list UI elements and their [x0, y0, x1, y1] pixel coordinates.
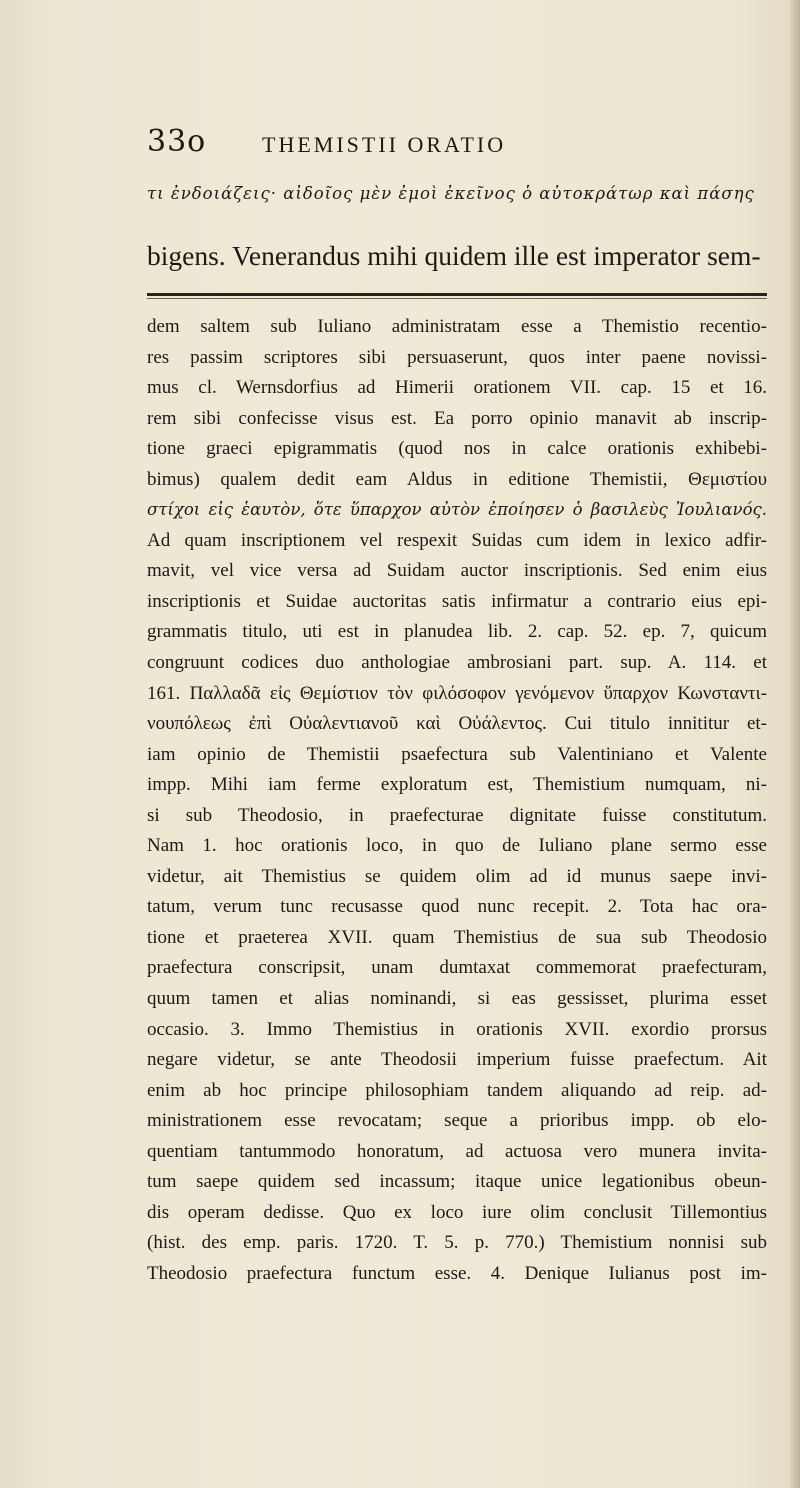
- footnote-line: dem saltem sub Iuliano administratam esse a Themistio recentio-: [147, 316, 767, 337]
- footnote-block: [147, 312, 767, 1290]
- footnote-line: grammatis titulo, uti est in planudea lib. 2. cap. 52. ep. 7, quicum: [147, 621, 767, 643]
- footnote-line: mavit, vel vice versa ad Suidam auctor inscriptionis. Sed enim eius: [147, 560, 767, 582]
- footnote-line: impp. Mihi iam ferme exploratum est, Themistium numquam, ni-: [147, 774, 767, 796]
- footnote-line: si sub Theodosio, in praefecturae dignitate fuisse constitutum.: [147, 804, 767, 826]
- greek-text-line: τι ἐνδοιάζεις· αἰδοῖος μὲν ἐμοὶ ἐκεῖνος ὁ αὐτοκράτωρ καὶ πάσης: [147, 184, 755, 203]
- page-number: 33o: [147, 124, 207, 159]
- footnote-line: Ad quam inscriptionem vel respexit Suidas cum idem in lexico adfir-: [147, 529, 767, 551]
- footnote-line: rem sibi confecisse visus est. Ea porro opinio manavit ab inscrip-: [147, 407, 767, 429]
- footnote-line: occasio. 3. Immo Themistius in orationis XVII. exordio prorsus: [147, 1018, 767, 1040]
- footnote-line: bimus) qualem dedit eam Aldus in editione Themistii, Θεμιστίου: [147, 468, 767, 490]
- footnote-line: dis operam dedisse. Quo ex loco iure olim conclusit Tillemontius: [147, 1201, 767, 1223]
- footnote-line: Nam 1. hoc orationis loco, in quo de Iuliano plane sermo esse: [147, 835, 767, 857]
- footnote-line: tatum, verum tunc recusasse quod nunc recepit. 2. Tota hac ora-: [147, 896, 767, 918]
- latin-translation-line: bigens. Venerandus mihi quidem ille est imperator sem-: [147, 240, 761, 271]
- footnote-line: inscriptionis et Suidae auctoritas satis infirmatur a contrario eius epi-: [147, 590, 767, 612]
- footnote-line: res passim scriptores sibi persuaserunt, quos inter paene novissi-: [147, 346, 767, 368]
- page-edge: [790, 0, 800, 1488]
- footnote-line: mus cl. Wernsdorfius ad Himerii orationem VII. cap. 15 et 16.: [147, 377, 767, 399]
- footnote-line: tione graeci epigrammatis (quod nos in calce orationis exhibebi-: [147, 438, 767, 460]
- footnote-line: tione et praeterea XVII. quam Themistius de sua sub Theodosio: [147, 926, 767, 948]
- footnote-line: 161. Παλλαδᾶ εἰς Θεμίστιον τὸν φιλόσοφον γενόμενον ὕπαρχον Κωνσταντι-: [147, 682, 767, 704]
- footnote-line: στίχοι εἰς ἑαυτὸν, ὅτε ὕπαρχον αὐτὸν ἐποίησεν ὁ βασιλεὺς Ἰουλιανός.: [147, 500, 767, 520]
- footnote-line: Theodosio praefectura functum esse. 4. Denique Iulianus post im-: [147, 1262, 767, 1284]
- footnote-divider-thin: [147, 298, 767, 299]
- footnote-line: ministrationem esse revocatam; seque a prioribus impp. ob elo-: [147, 1110, 767, 1132]
- footnote-line: videtur, ait Themistius se quidem olim ad id munus saepe invi-: [147, 865, 767, 887]
- footnote-line: negare videtur, se ante Theodosii imperium fuisse praefectum. Ait: [147, 1049, 767, 1071]
- footnote-line: quum tamen et alias nominandi, si eas gessisset, plurima esset: [147, 988, 767, 1010]
- footnote-line: νουπόλεως ἐπὶ Οὐαλεντιανοῦ καὶ Οὐάλεντος. Cui titulo innititur et-: [147, 713, 767, 735]
- footnote-line: iam opinio de Themistii psaefectura sub Valentiniano et Valente: [147, 743, 767, 765]
- footnote-line: tum saepe quidem sed incassum; itaque unice legationibus obeun-: [147, 1171, 767, 1193]
- running-head: [0, 124, 800, 164]
- footnote-line: quentiam tantummodo honoratum, ad actuosa vero munera invita-: [147, 1140, 767, 1162]
- footnote-line: congruunt codices duo anthologiae ambrosiani part. sup. A. 114. et: [147, 652, 767, 674]
- footnote-line: praefectura conscripsit, unam dumtaxat commemorat praefecturam,: [147, 957, 767, 979]
- footnote-line: enim ab hoc principe philosophiam tandem aliquando ad reip. ad-: [147, 1079, 767, 1101]
- footnote-divider: [147, 293, 767, 296]
- running-title: THEMISTII ORATIO: [262, 132, 507, 157]
- footnote-line: (hist. des emp. paris. 1720. T. 5. p. 770.) Themistium nonnisi sub: [147, 1232, 767, 1254]
